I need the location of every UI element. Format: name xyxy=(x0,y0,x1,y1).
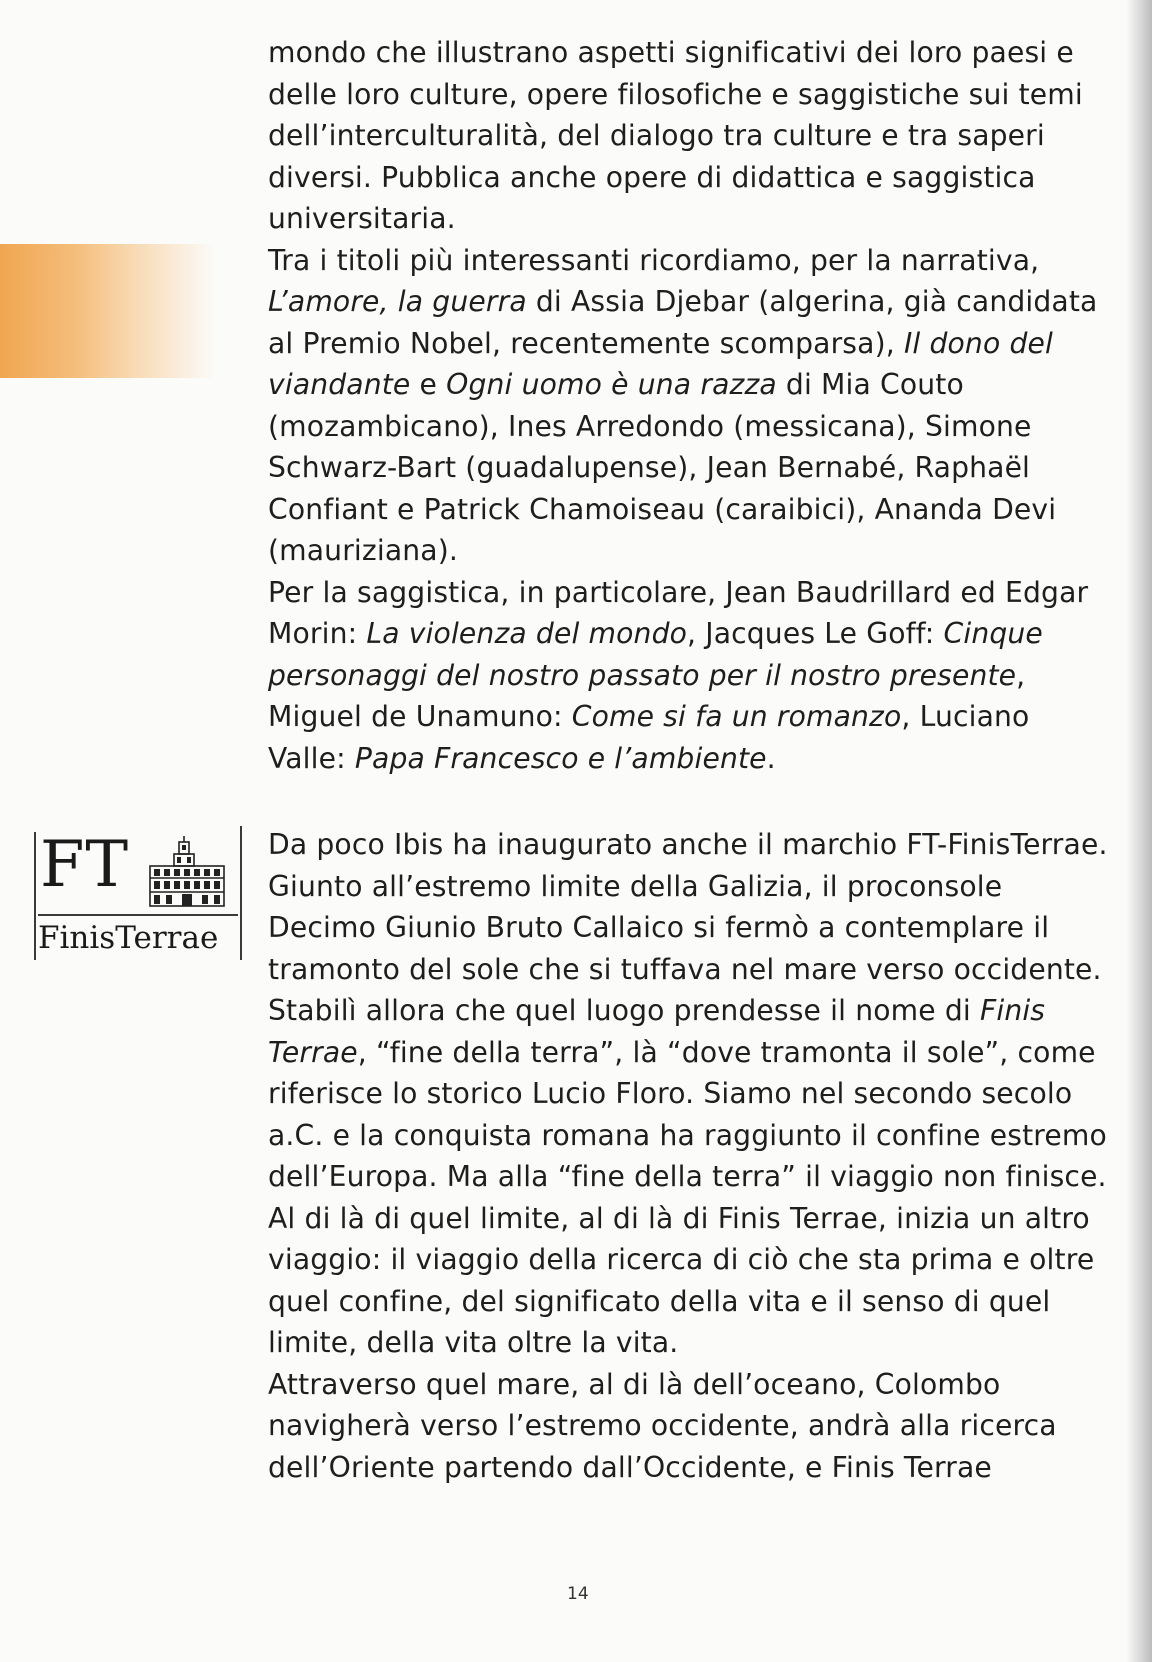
paragraph-ft-intro: Da poco Ibis ha inaugurato anche il marchio FT-FinisTerrae. xyxy=(268,828,1108,861)
essays-text: , Luciano Valle: xyxy=(268,700,1030,775)
book-title: Ogni uomo è una razza xyxy=(446,368,777,401)
logo-divider xyxy=(38,914,238,916)
book-title: Il dono del viandante xyxy=(268,326,1053,401)
building-icon xyxy=(144,834,230,910)
paragraph-essays xyxy=(268,572,1108,780)
narrative-text: e xyxy=(410,368,447,401)
paragraph-intro: mondo che illustrano aspetti significativi dei loro paesi e delle loro culture, opere filosofiche e saggistiche sui temi dell’interculturalità, del dialogo tra culture e tra saperi diversi. Pubblica anche opere di didattica e saggistica universitaria. xyxy=(268,36,1083,235)
page-number: 14 xyxy=(567,1584,589,1604)
logo-initials: FT xyxy=(40,828,130,902)
narrative-lead: Tra i titoli più interessanti ricordiamo, per la narrativa, xyxy=(268,243,1040,277)
essays-text: , Jacques Le Goff: xyxy=(687,617,944,650)
essays-text: , Miguel de Unamuno: xyxy=(268,658,1026,733)
logo-frame-right xyxy=(240,826,242,960)
book-title: Cinque personaggi del nostro passato per il nostro presente xyxy=(268,617,1043,692)
story-lead: Giunto all’estremo limite della Galizia, il proconsole Decimo Giunio Bruto Callaico si fermò a contemplare il tramonto del sole che si tuffava nel mare verso occidente. Stabilì allora che quel luogo prendesse il nome di xyxy=(268,869,1102,1027)
logo-name: FinisTerrae xyxy=(38,920,219,956)
paragraph-story xyxy=(268,866,1108,1364)
finisterrae-logo xyxy=(34,826,242,958)
page-edge-shadow xyxy=(1126,0,1152,1662)
narrative-text: di Mia Couto (mozambicano), Ines Arredondo (messicana), Simone Schwarz-Bart (guadalupense), Jean Bernabé, Raphaël Confiant e Patrick Chamoiseau (caraibici), Ananda Devi (mauriziana). xyxy=(268,368,1057,567)
essays-lead: Per la saggistica, in particolare, Jean Baudrillard ed Edgar Morin: xyxy=(268,575,1089,650)
book-title: La violenza del mondo xyxy=(366,617,688,650)
paragraph-narrative xyxy=(268,240,1108,572)
logo-frame-left xyxy=(34,832,36,960)
story-text: , “fine della terra”, là “dove tramonta il sole”, come riferisce lo storico Lucio Floro. Siamo nel secondo secolo a.C. e la conquista romana ha raggiunto il confine estremo dell’Europa. Ma alla “fine della terra” il viaggio non finisce. Al di là di quel limite, al di là di Finis Terrae, inizia un altro viaggio: il viaggio della ricerca di ciò che sta prima e oltre quel confine, del significato della vita e il senso di quel limite, della vita oltre la vita. xyxy=(268,1035,1107,1359)
bottom-text-column xyxy=(268,824,1108,1488)
narrative-text: di Assia Djebar (algerina, già candidata al Premio Nobel, recentemente scomparsa), xyxy=(268,285,1098,360)
top-text-column xyxy=(268,32,1108,779)
story-title: Finis Terrae xyxy=(268,994,1046,1069)
essays-end: . xyxy=(766,741,776,775)
book-title: L’amore, la guerra xyxy=(268,285,527,318)
orange-accent-band xyxy=(0,244,212,378)
book-title: Papa Francesco e l’ambiente xyxy=(354,741,767,775)
book-title: Come si fa un romanzo xyxy=(571,700,902,733)
paragraph-columbus: Attraverso quel mare, al di là dell’oceano, Colombo navigherà verso l’estremo occidente, andrà alla ricerca dell’Oriente partendo dall’Occidente, e Finis Terrae xyxy=(268,1367,1057,1484)
